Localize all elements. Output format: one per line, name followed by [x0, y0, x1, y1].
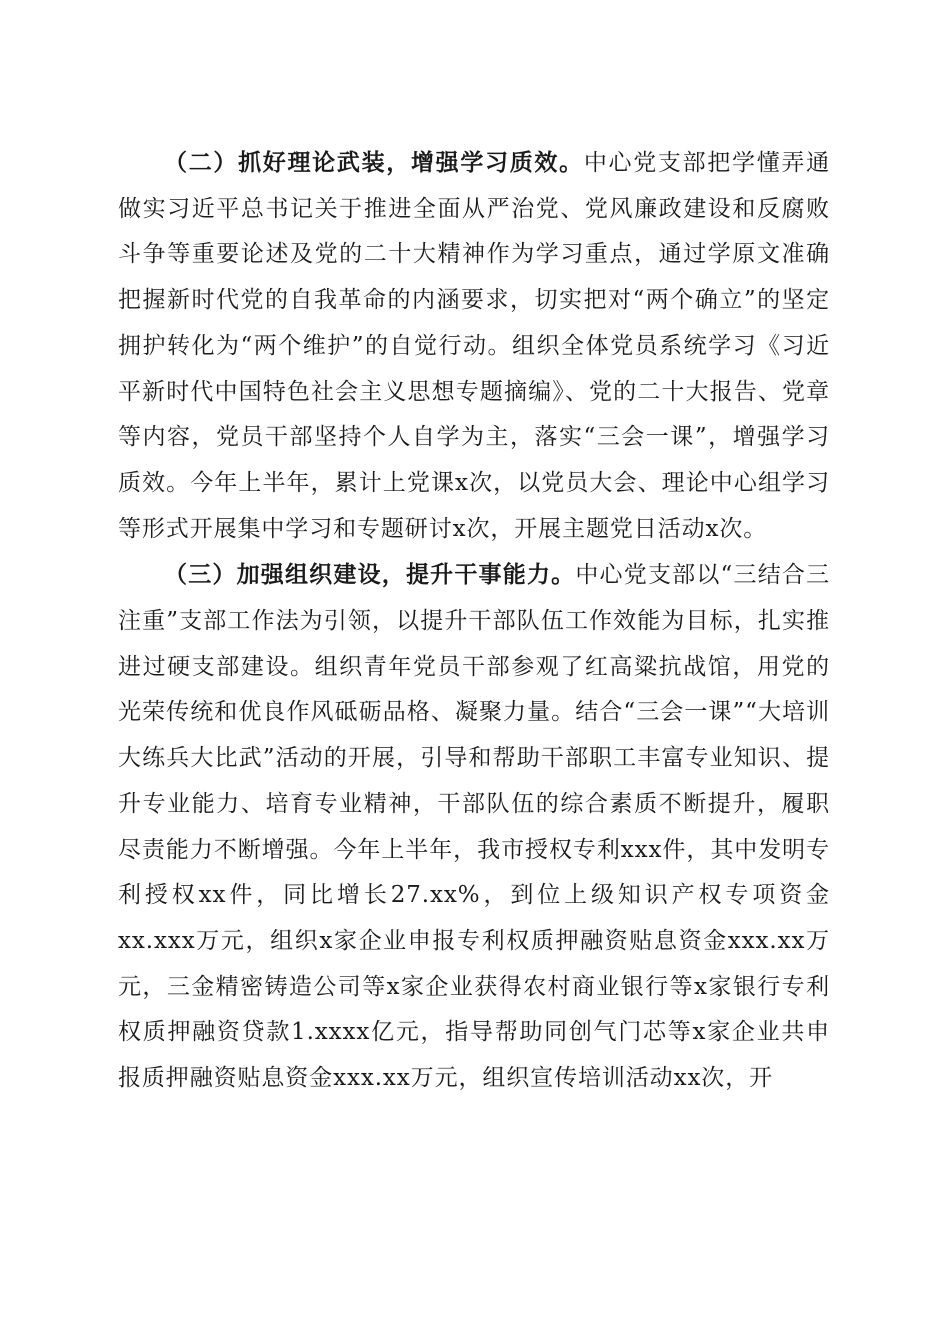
paragraph-text: 中心党支部把学懂弄通做实习近平总书记关于推进全面从严治党、党风廉政建设和反腐败斗争等重要论述及党的二十大精神作为学习重点，通过学原文准确把握新时代党的自我革命的内涵要求，切实把对“两个确立”的坚定拥护转化为“两个维护”的自觉行动。组织全体党员系统学习《习近平新时代中国特色社会主义思想专题摘编》、党的二十大报告、党章等内容，党员干部坚持个人自学为主，落实“三会一课”，增强学习质效。今年上半年，累计上党课x次，以党员大会、理论中心组学习等形式开展集中学习和专题研讨x次，开展主题党日活动x次。	[118, 150, 830, 542]
paragraph-heading: （三）加强组织建设，提升干事能力。	[164, 561, 576, 589]
paragraph-text: 中心党支部以“三结合三注重”支部工作法为引领，以提升干部队伍工作效能为目标，扎实推进过硬支部建设。组织青年党员干部参观了红高粱抗战馆，用党的光荣传统和优良作风砥砺品格、凝聚力量。结合“三会一课”“大培训大练兵大比武”活动的开展，引导和帮助干部职工丰富专业知识、提升专业能力、培育专业精神，干部队伍的综合素质不断提升，履职尽责能力不断增强。今年上半年，我市授权专利xxx件，其中发明专利授权xx件，同比增长27.xx%，到位上级知识产权专项资金xx.xxx万元，组织x家企业申报专利权质押融资贴息资金xxx.xx万元，三金精密铸造公司等x家企业获得农村商业银行等x家银行专利权质押融资贷款1.xxxx亿元，指导帮助同创气门芯等x家企业共申报质押融资贴息资金xxx.xx万元，组织宣传培训活动xx次，开	[118, 562, 830, 1092]
paragraph-organization-building	[118, 552, 830, 1101]
paragraph-theory-study	[118, 140, 830, 552]
document-body	[118, 140, 830, 1102]
paragraph-heading: （二）抓好理论武装，增强学习质效。	[164, 149, 584, 176]
